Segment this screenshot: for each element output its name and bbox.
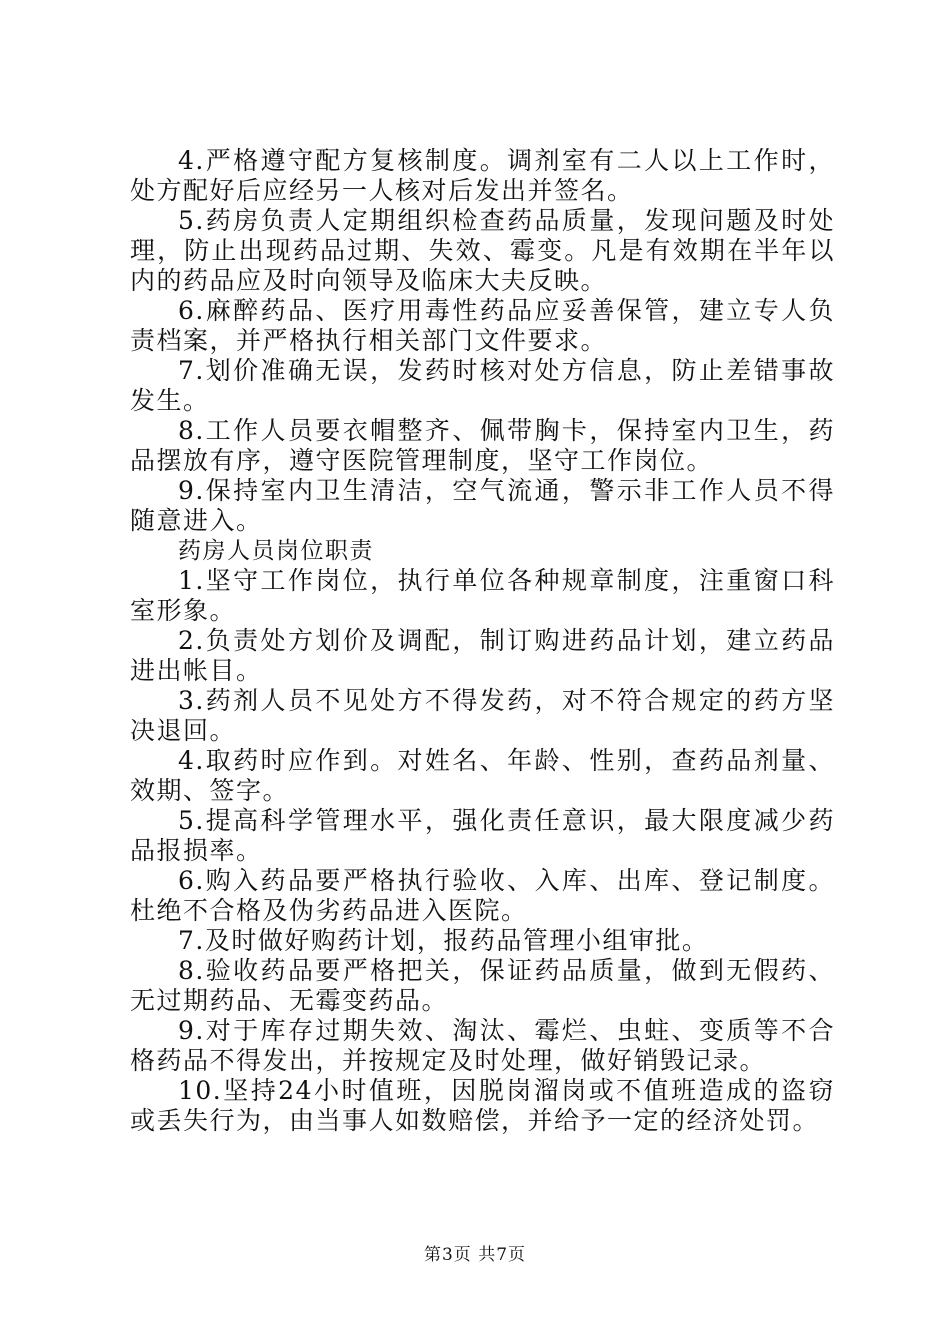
duty-item: 9.对于库存过期失效、淘汰、霉烂、虫蛀、变质等不合格药品不得发出，并按规定及时处理，做好销毁记录。 xyxy=(130,1016,835,1075)
rule-item: 5.药房负责人定期组织检查药品质量，发现问题及时处理，防止出现药品过期、失效、霉变。凡是有效期在半年以内的药品应及时向领导及临床大夫反映。 xyxy=(130,206,835,295)
duty-item: 5.提高科学管理水平，强化责任意识，最大限度减少药品报损率。 xyxy=(130,806,835,865)
document-body xyxy=(130,146,835,1136)
duty-item: 8.验收药品要严格把关，保证药品质量，做到无假药、无过期药品、无霉变药品。 xyxy=(130,956,835,1015)
page-number-footer: 第3页 共7页 xyxy=(423,1245,527,1265)
rule-item: 4.严格遵守配方复核制度。调剂室有二人以上工作时，处方配好后应经另一人核对后发出并签名。 xyxy=(130,146,835,205)
duty-item: 7.及时做好购药计划，报药品管理小组审批。 xyxy=(178,926,709,955)
rule-item: 7.划价准确无误，发药时核对处方信息，防止差错事故发生。 xyxy=(130,356,835,415)
duty-item: 4.取药时应作到。对姓名、年龄、性别，查药品剂量、效期、签字。 xyxy=(130,746,835,805)
duty-item: 2.负责处方划价及调配，制订购进药品计划，建立药品进出帐目。 xyxy=(130,626,835,685)
duty-item: 1.坚守工作岗位，执行单位各种规章制度，注重窗口科室形象。 xyxy=(130,566,835,625)
rule-item: 6.麻醉药品、医疗用毒性药品应妥善保管，建立专人负责档案，并严格执行相关部门文件要求。 xyxy=(130,296,835,355)
duty-item: 6.购入药品要严格执行验收、入库、出库、登记制度。杜绝不合格及伪劣药品进入医院。 xyxy=(130,866,835,925)
rule-item: 9.保持室内卫生清洁，空气流通，警示非工作人员不得随意进入。 xyxy=(130,476,835,535)
duty-item: 10.坚持24小时值班，因脱岗溜岗或不值班造成的盗窃或丢失行为，由当事人如数赔偿，并给予一定的经济处罚。 xyxy=(130,1076,835,1135)
duty-item: 3.药剂人员不见处方不得发药，对不符合规定的药方坚决退回。 xyxy=(130,686,835,745)
rule-item: 8.工作人员要衣帽整齐、佩带胸卡，保持室内卫生，药品摆放有序，遵守医院管理制度，坚守工作岗位。 xyxy=(130,416,835,475)
section-heading: 药房人员岗位职责 xyxy=(178,538,374,564)
